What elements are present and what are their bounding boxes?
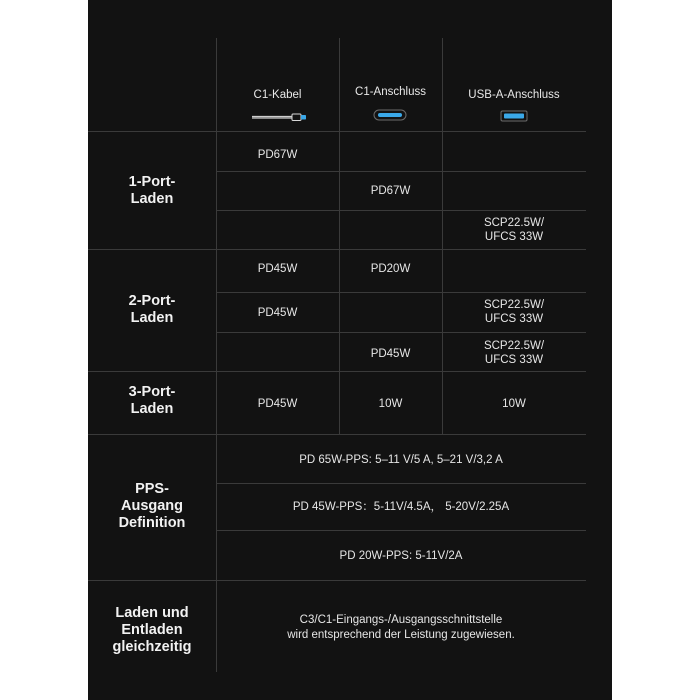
divider [88,249,586,250]
divider [216,332,586,333]
pps-row: PD 45W-PPS：5-11V/4.5A， 5-20V/2.25A [292,501,510,513]
divider [216,292,586,293]
divider [88,434,586,435]
cell-value: 10W [378,398,403,410]
usb-a-port-icon [500,110,528,122]
usb-c-cable-icon [250,112,308,122]
divider [216,171,586,172]
header-c1-cable: C1-Kabel [253,89,302,101]
usb-c-port-icon [373,109,407,121]
cell-value: PD45W [257,307,298,319]
group-two-port: 2-Port- Laden [128,293,176,326]
cell-value: SCP22.5W/ UFCS 33W [483,340,545,366]
divider [216,483,586,484]
divider [216,210,586,211]
divider [88,371,586,372]
divider [216,530,586,531]
group-simultaneous: Laden und Entladen gleichzeitig [112,605,192,655]
pps-row: PD 65W-PPS: 5–11 V/5 A, 5–21 V/3,2 A [299,454,503,466]
cell-value: PD45W [257,263,298,275]
cell-value: PD20W [370,263,411,275]
cell-value: 10W [502,398,526,410]
cell-value: SCP22.5W/ UFCS 33W [483,299,545,325]
cell-value: SCP22.5W/ UFCS 33W [483,217,545,243]
group-pps: PPS- Ausgang Definition [118,481,186,531]
group-one-port: 1-Port- Laden [128,174,176,207]
cell-value: PD67W [257,149,298,161]
comparison-table [88,0,612,700]
cell-value: PD45W [257,398,298,410]
pps-row: PD 20W-PPS: 5-11V/2A [339,550,463,562]
simultaneous-note: C3/C1-Eingangs-/Ausgangsschnittstelle wird entsprechend der Leistung zugewiesen. [287,614,515,641]
cell-value: PD67W [370,185,411,197]
header-c1-port: C1-Anschluss [355,86,426,98]
divider [88,131,586,132]
header-usba-port: USB-A-Anschluss [468,89,560,101]
cell-value: PD45W [370,348,411,360]
group-three-port: 3-Port- Laden [128,384,176,417]
divider [88,580,586,581]
divider [216,38,217,672]
